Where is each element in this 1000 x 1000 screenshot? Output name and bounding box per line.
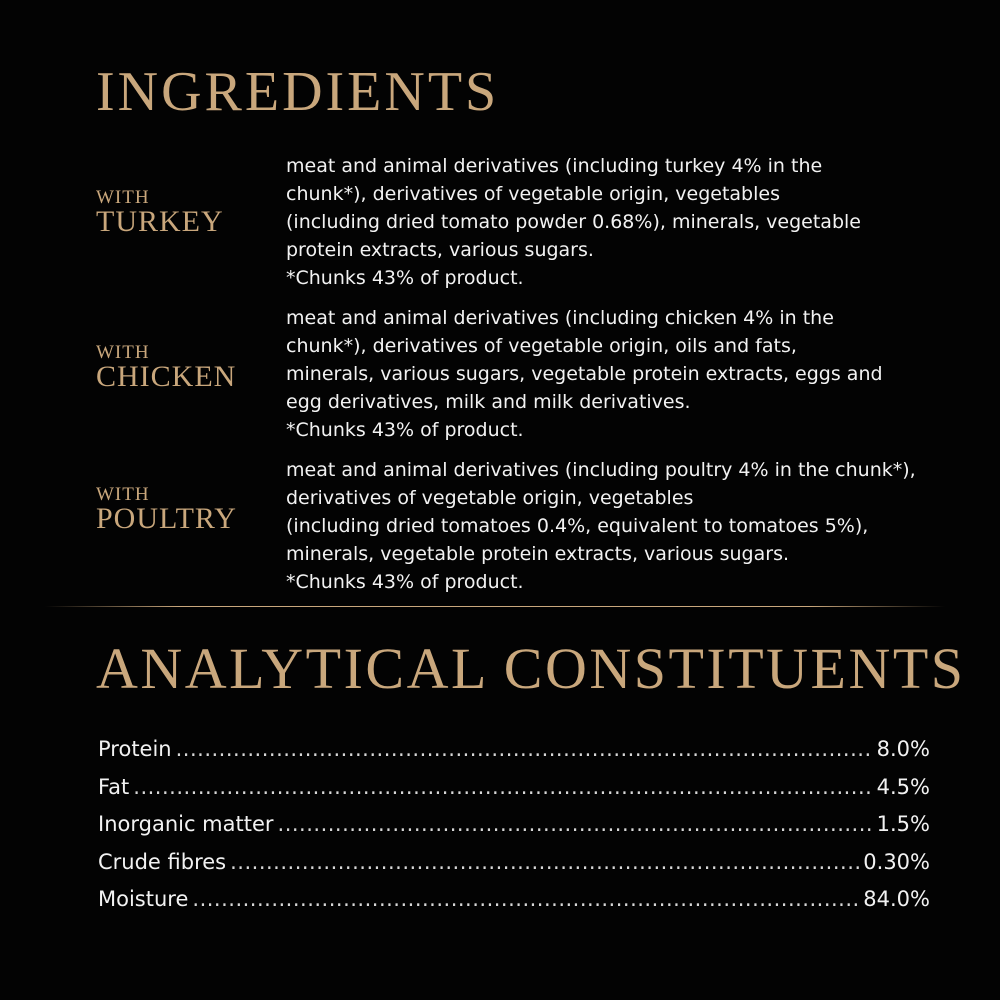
dot-leader bbox=[230, 844, 859, 882]
constituent-value: 84.0% bbox=[863, 887, 930, 912]
constituent-name: Crude fibres bbox=[98, 849, 227, 874]
constituent-name: Moisture bbox=[98, 887, 189, 912]
constituent-value: 1.5% bbox=[876, 812, 930, 837]
constituent-value: 8.0% bbox=[876, 737, 930, 761]
variant-with-label: WITH bbox=[96, 484, 150, 505]
constituent-name: Fat bbox=[98, 774, 130, 799]
constituent-row-moisture bbox=[98, 881, 930, 919]
constituents-list bbox=[98, 731, 930, 919]
variant-name: CHICKEN bbox=[96, 360, 237, 393]
constituent-name: Inorganic matter bbox=[98, 812, 274, 837]
ingredients-title: INGREDIENTS bbox=[96, 61, 500, 123]
constituent-row-fat bbox=[98, 769, 930, 807]
variant-description: meat and animal derivatives (including turkey 4% in the chunk*), derivatives of vegetable origin, vegetables (including dried tomato powder 0.68%), minerals, vegetable protein extracts, various sugars. *Chunks 43% of product. bbox=[286, 155, 861, 289]
variant-description: meat and animal derivatives (including poultry 4% in the chunk*), derivatives of vegetable origin, vegetables (including dried tomatoes 0.4%, equivalent to tomatoes 5%), minerals, vegetable protein extracts, various sugars. *Chunks 43% of product. bbox=[286, 459, 916, 593]
dot-leader bbox=[278, 806, 873, 844]
dot-leader bbox=[133, 769, 872, 807]
constituent-value: 0.30% bbox=[863, 849, 930, 874]
variant-description: meat and animal derivatives (including chicken 4% in the chunk*), derivatives of vegetable origin, oils and fats, minerals, various sugars, vegetable protein extracts, eggs and egg derivatives, milk and milk derivatives. *Chunks 43% of product. bbox=[286, 307, 883, 441]
constituent-value: 4.5% bbox=[876, 774, 930, 799]
dot-leader bbox=[176, 731, 873, 769]
variant-with-label: WITH bbox=[96, 187, 150, 208]
constituent-row-crude-fibres bbox=[98, 844, 930, 882]
variant-name: TURKEY bbox=[96, 205, 224, 238]
variant-name: POULTRY bbox=[96, 502, 237, 535]
constituent-name: Protein bbox=[98, 737, 172, 761]
variant-with-label: WITH bbox=[96, 342, 150, 363]
dot-leader bbox=[192, 881, 859, 919]
constituent-row-protein bbox=[98, 731, 930, 769]
section-divider bbox=[45, 606, 945, 607]
analytical-constituents-title: ANALYTICAL CONSTITUENTS bbox=[96, 636, 966, 701]
constituent-row-inorganic-matter bbox=[98, 806, 930, 844]
